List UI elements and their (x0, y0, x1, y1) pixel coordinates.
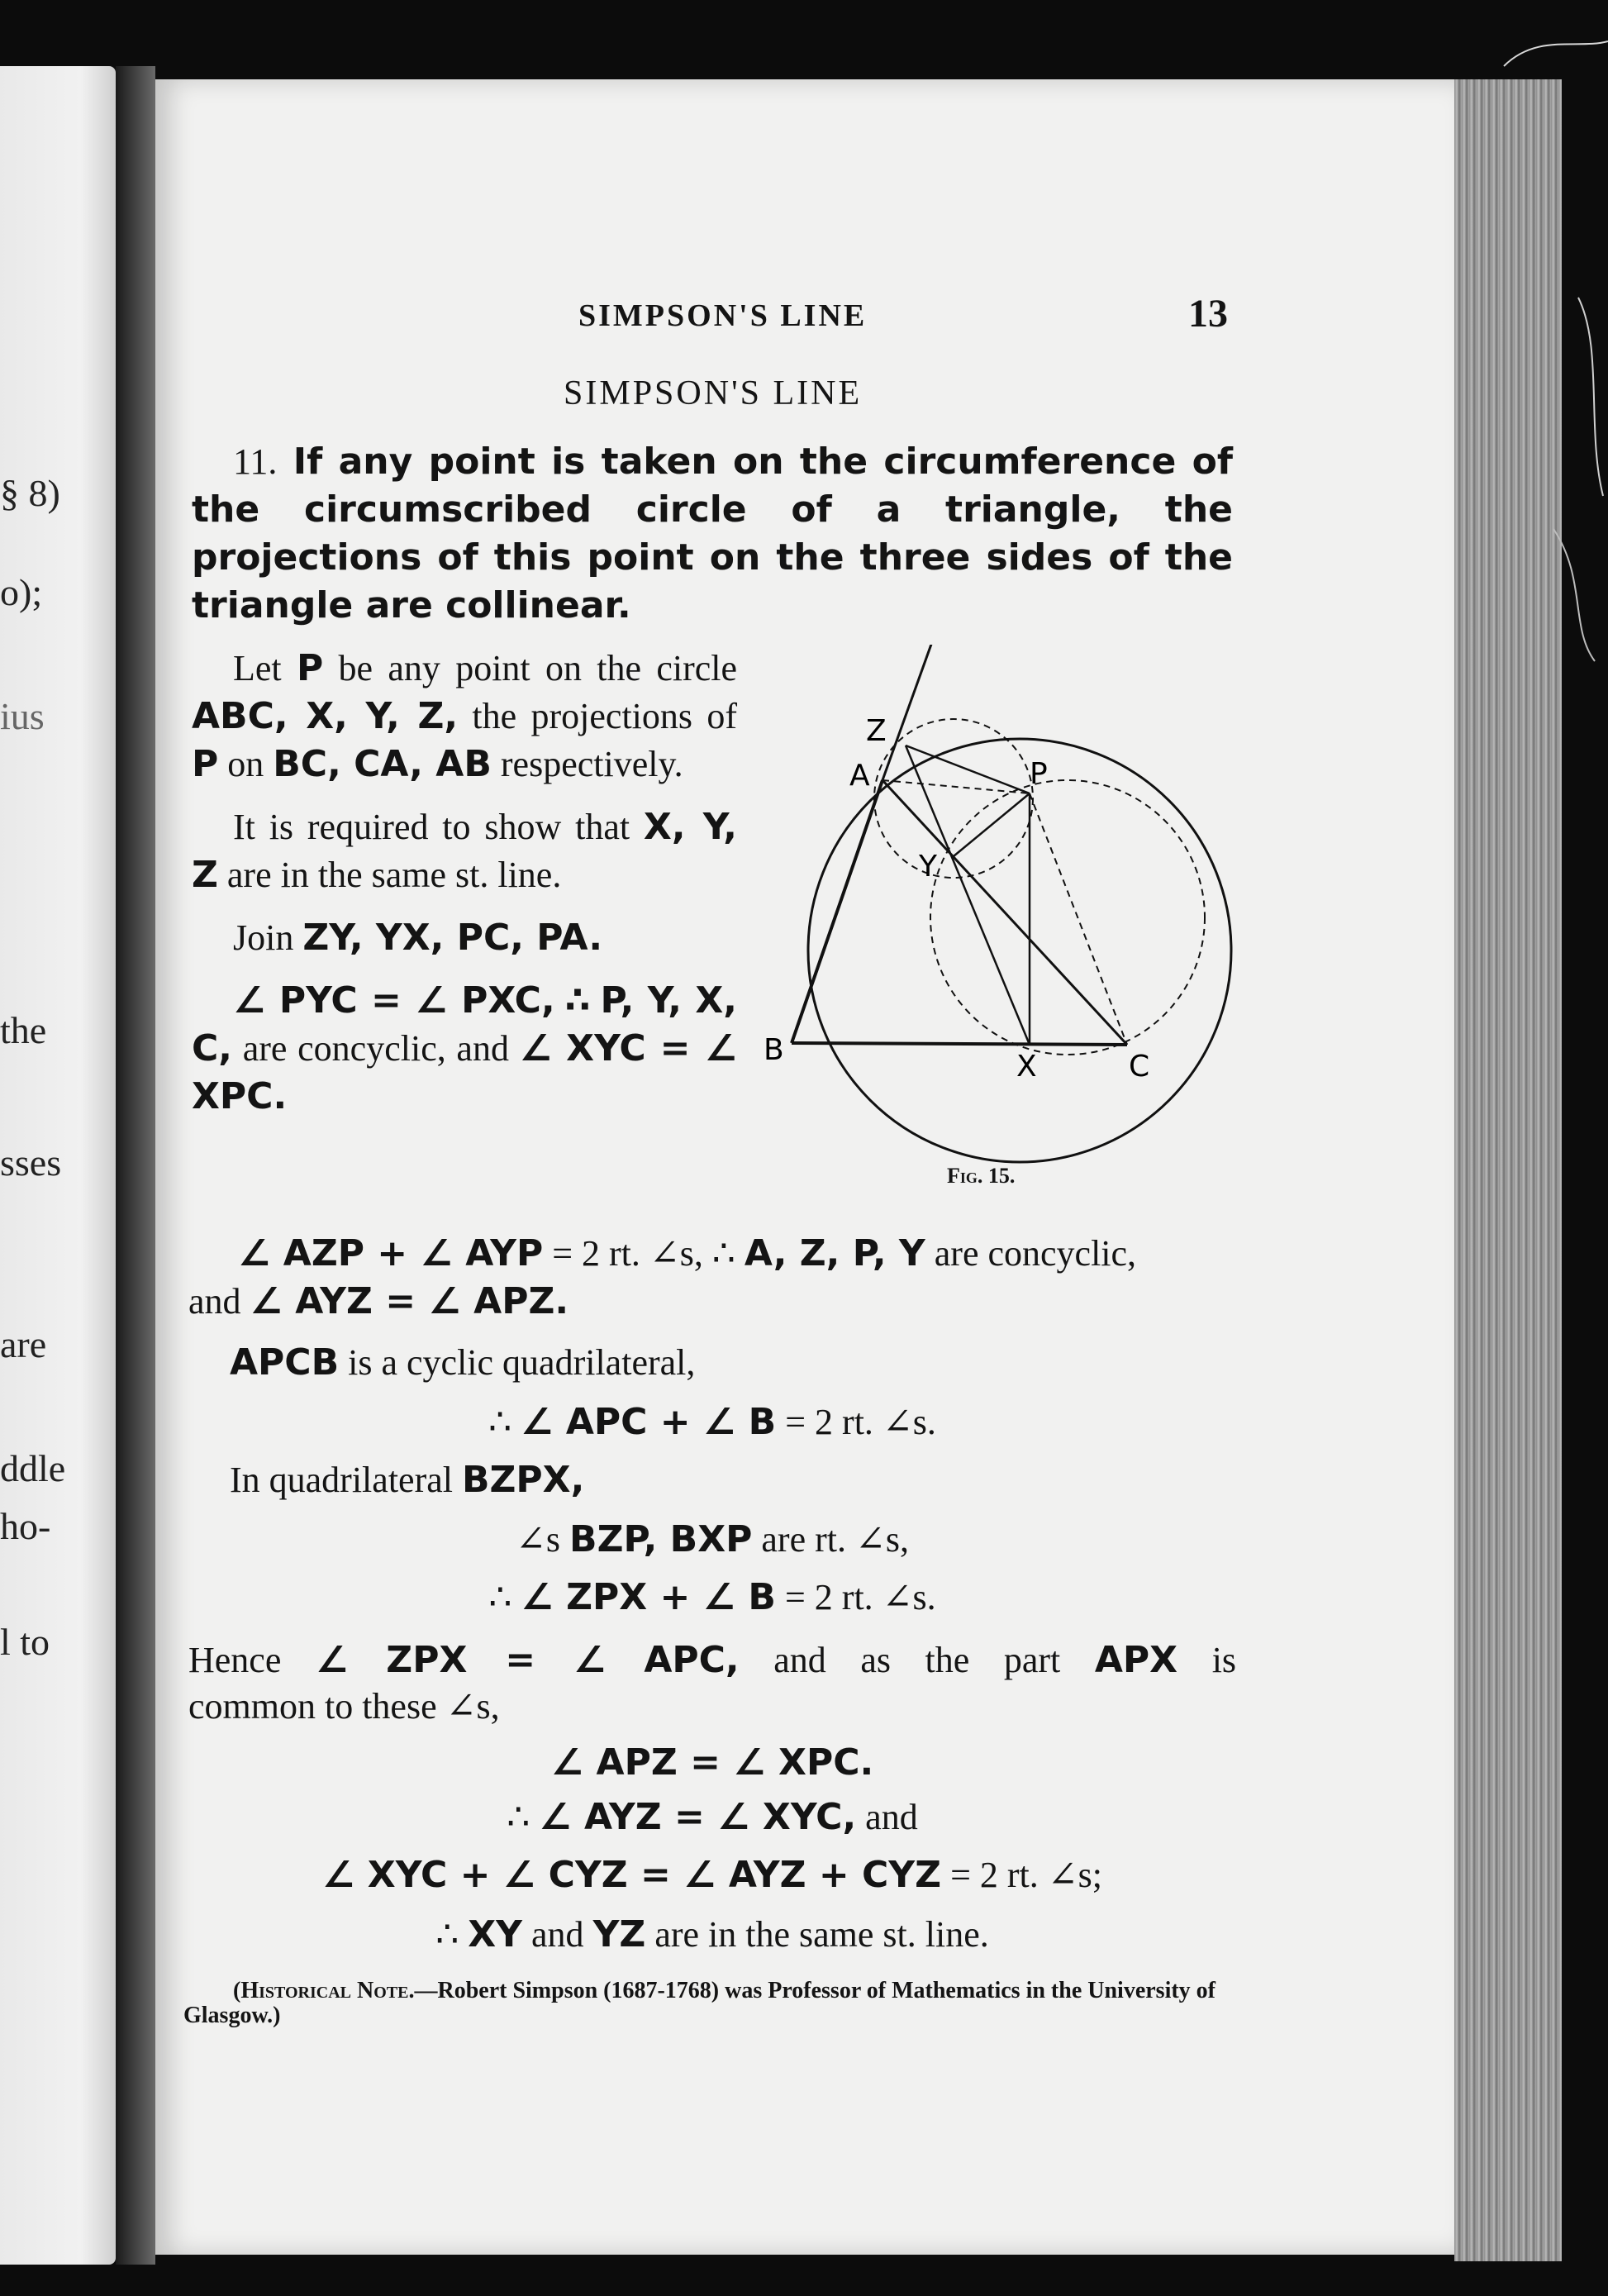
text-run: Join (233, 917, 294, 958)
angle-expression: ∠ PYC = ∠ PXC, (233, 979, 555, 1022)
point-label: P (296, 647, 324, 689)
text-run: and (188, 1281, 241, 1322)
proof-paragraph (192, 645, 737, 788)
point-label: ZY, YX, PC, PA. (302, 917, 603, 959)
angle-expression: ∠ ZPX + ∠ B (521, 1576, 776, 1618)
point-label: YZ (592, 1913, 646, 1955)
left-fragment: sses (0, 1141, 62, 1184)
text-run: = 2 rt. ∠s. (784, 1577, 936, 1617)
left-fragment: are (0, 1323, 47, 1365)
angle-expression: ∠ APC + ∠ B (521, 1401, 777, 1443)
label-y: Y (919, 850, 937, 884)
text-run: respectively. (500, 744, 683, 784)
proof-line (188, 1574, 1236, 1622)
left-fragment: ius (0, 695, 45, 737)
left-fragment: o); (0, 571, 43, 613)
side-ac (882, 780, 1127, 1045)
proof-line (188, 1851, 1236, 1899)
curl-line (1578, 298, 1603, 496)
text-run: are rt. ∠s, (761, 1519, 909, 1560)
simpson-line (906, 745, 1030, 1045)
left-fragment: the (0, 1009, 47, 1051)
left-facing-page (0, 66, 116, 2265)
proof-line: ∠ APZ = ∠ XPC. (550, 1741, 874, 1784)
left-fragment: ddle (0, 1447, 66, 1489)
text-run: ∠s (516, 1519, 561, 1560)
point-label: P (192, 743, 219, 785)
point-label: BZP, BXP (569, 1518, 753, 1560)
therefore-symbol: ∴ (507, 1797, 530, 1837)
text-run: = 2 rt. ∠s, ∴ (552, 1233, 735, 1274)
text-run: is (1211, 1640, 1237, 1680)
page-number: 13 (1188, 292, 1228, 336)
side-ab (792, 780, 882, 1043)
proof-paragraph (192, 914, 737, 962)
proof-line (188, 1339, 1236, 1387)
proof-paragraph (192, 977, 737, 1121)
angle-expression: ∠ XYC + ∠ CYZ = ∠ AYZ + CYZ (322, 1854, 942, 1896)
figure-caption: Fig. 15. (947, 1164, 1016, 1188)
angle-expression: ∠ ZPX = ∠ APC, (315, 1639, 740, 1681)
scan-edge-artifact (1487, 0, 1608, 2296)
proof-line (188, 1278, 1236, 1326)
text-run: and (865, 1797, 918, 1837)
segment-pc (1030, 793, 1127, 1045)
proof-paragraph (192, 803, 737, 899)
theorem-number: 11. (233, 441, 278, 482)
text-run: are in the same st. line. (226, 855, 562, 895)
point-label: APCB (230, 1341, 340, 1384)
text-run: Hence (188, 1640, 282, 1680)
figure-15-diagram (757, 645, 1236, 1174)
point-label: BC, CA, AB (273, 743, 492, 785)
angle-expression: ∠ AYZ = ∠ APZ. (250, 1280, 569, 1322)
proof-line (188, 1793, 1236, 1841)
label-p: P (1030, 757, 1048, 791)
segment-pz (906, 745, 1030, 793)
therefore-symbol: ∴ (488, 1402, 512, 1442)
left-fragment: ho- (0, 1505, 51, 1547)
text-run: = 2 rt. ∠s; (950, 1855, 1102, 1895)
section-title: SIMPSON'S LINE (564, 374, 863, 412)
point-label: A, Z, P, Y (744, 1232, 925, 1274)
curl-line (1504, 41, 1608, 66)
proof-line (188, 1911, 1236, 1959)
proof-line (188, 1398, 1236, 1446)
text-run: Let (233, 648, 282, 688)
point-label: X, Y, Z (192, 806, 738, 896)
note-text: —Robert Simpson (1687-1768) was Professor of Mathematics in the University of Glasgow.) (183, 1978, 1216, 2028)
label-a: A (849, 759, 870, 793)
proof-line (188, 1230, 1236, 1278)
curl-line (1553, 529, 1595, 661)
text-run: on (227, 744, 264, 784)
note-label: (Historical Note. (233, 1978, 415, 2003)
point-label: BZPX, (461, 1459, 585, 1501)
text-run: = 2 rt. ∠s. (785, 1402, 936, 1442)
circle-pyxc (930, 780, 1205, 1055)
therefore-symbol: ∴ (488, 1577, 512, 1617)
historical-note (183, 1979, 1241, 2028)
label-z: Z (866, 714, 887, 748)
left-fragment: § 8) (0, 472, 60, 514)
segment-pa (882, 780, 1030, 793)
text-run: It is required to show that (233, 807, 630, 847)
therefore-symbol: ∴ (435, 1914, 459, 1955)
theorem-text: If any point is taken on the circumference of the circumscribed circle of a triangle, the projections of this point on the three sides of the triangle are collinear. (192, 441, 1233, 626)
angle-expression: ∠ AYZ = ∠ XYC, (539, 1796, 857, 1838)
point-label: XY (468, 1913, 523, 1955)
label-b: B (764, 1033, 784, 1067)
text-run: is a cyclic quadrilateral, (348, 1342, 696, 1383)
proof-line (188, 1516, 1236, 1564)
label-c: C (1129, 1050, 1150, 1084)
proof-column (192, 645, 737, 1136)
theorem-statement (192, 438, 1233, 630)
text-run: the projections of (472, 696, 737, 736)
text-run: and as the part (773, 1640, 1061, 1680)
left-fragment: l to (0, 1621, 50, 1663)
proof-line: common to these ∠s, (188, 1686, 500, 1727)
therefore-symbol: ∴ (564, 979, 591, 1022)
point-label: APX (1094, 1639, 1178, 1681)
book-gutter (116, 66, 155, 2265)
text-run: are concyclic, and (242, 1028, 509, 1069)
point-label: ABC, X, Y, Z, (192, 695, 459, 737)
running-title: SIMPSON'S LINE (578, 298, 868, 333)
point-label: P, Y, X, C, (192, 979, 738, 1069)
text-run: be any point on the circle (338, 648, 738, 688)
text-run: In quadrilateral (230, 1460, 453, 1500)
angle-expression: ∠ XYC = ∠ XPC. (192, 1027, 738, 1117)
label-x: X (1016, 1050, 1037, 1084)
proof-line (188, 1636, 1236, 1684)
segment-py (954, 793, 1030, 856)
text-run: and (531, 1914, 584, 1955)
angle-expression: ∠ AZP + ∠ AYP (238, 1232, 544, 1274)
text-run: are in the same st. line. (654, 1914, 989, 1955)
text-run: are concyclic, (934, 1233, 1137, 1274)
side-bc (792, 1043, 1127, 1045)
proof-line (188, 1456, 1236, 1504)
